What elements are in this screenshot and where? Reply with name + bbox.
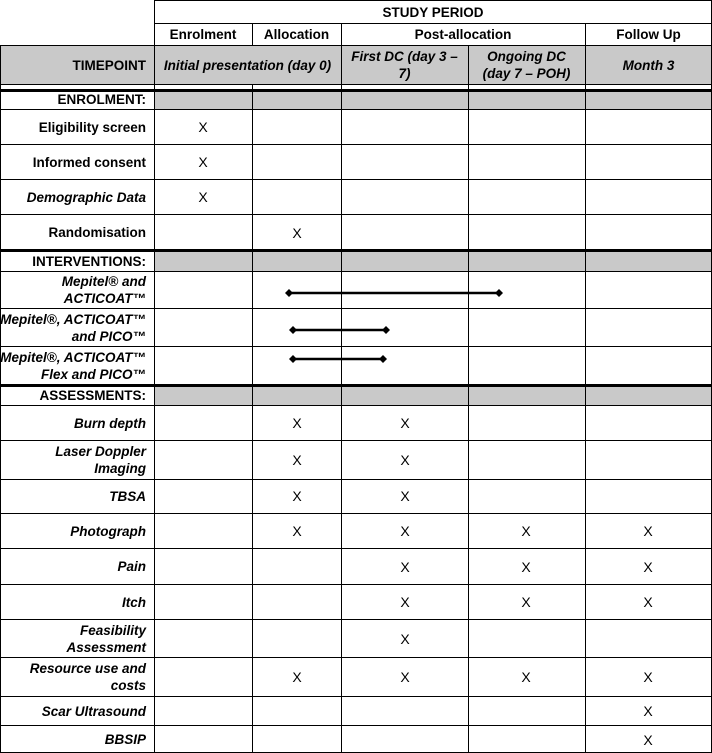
timepoint-first-dc-line2: 7) <box>398 66 411 81</box>
section-enrolment: ENROLMENT: <box>57 92 146 107</box>
row-tbsa: TBSA <box>109 489 146 504</box>
mark-photo-allocation: X <box>292 523 302 539</box>
mark-resource-first-dc: X <box>400 669 410 685</box>
section-interventions: INTERVENTIONS: <box>32 253 146 269</box>
mark-itch-ongoing: X <box>521 594 531 610</box>
phase-follow-up: Follow Up <box>616 27 681 42</box>
row-intervention-2-line1: Mepitel®, ACTICOAT™ <box>0 311 146 327</box>
section-assessments: ASSESSMENTS: <box>39 388 146 403</box>
mark-bbsip-month3: X <box>643 732 653 748</box>
row-burn-depth-label: Burn depth <box>74 415 146 431</box>
intervention-bar-2 <box>289 326 390 334</box>
mark-eligibility-enrolment: X <box>198 119 208 135</box>
timepoint-month3: Month 3 <box>622 57 675 73</box>
timepoint-label: TIMEPOINT <box>72 57 146 73</box>
intervention-bar-1 <box>285 289 503 297</box>
row-resource-use-line1: Resource use and <box>29 661 146 676</box>
row-scar-ultrasound: Scar Ultrasound <box>41 703 146 719</box>
mark-resource-allocation: X <box>292 669 302 685</box>
row-randomisation: Randomisation <box>48 224 146 240</box>
row-demographic-data: Demographic Data <box>26 189 146 205</box>
row-photograph: Photograph <box>70 523 146 539</box>
mark-feasibility-first-dc: X <box>400 631 410 647</box>
intervention-bar-3 <box>289 355 387 363</box>
mark-burn-depth-first-dc: X <box>400 415 410 431</box>
row-intervention-3-line2: Flex and PICO™ <box>40 366 146 382</box>
mark-tbsa-allocation: X <box>292 488 302 504</box>
timepoint-ongoing-dc-line2: (day 7 – POH) <box>482 66 571 81</box>
study-period-header: STUDY PERIOD <box>382 4 484 20</box>
mark-pain-ongoing: X <box>521 559 531 575</box>
mark-photo-month3: X <box>643 523 653 539</box>
timepoint-ongoing-dc-line1: Ongoing DC <box>487 49 566 64</box>
mark-burn-depth-allocation: X <box>292 415 302 431</box>
mark-laser-allocation: X <box>292 452 302 468</box>
phase-post-allocation: Post-allocation <box>414 27 512 42</box>
row-laser-doppler-line2: Imaging <box>94 461 146 476</box>
mark-demographic-enrolment: X <box>198 189 208 205</box>
mark-photo-ongoing: X <box>521 523 531 539</box>
mark-itch-month3: X <box>643 594 653 610</box>
mark-resource-ongoing: X <box>521 669 531 685</box>
mark-tbsa-first-dc: X <box>400 488 410 504</box>
timepoint-initial: Initial presentation (day 0) <box>163 57 332 73</box>
row-intervention-1-line2: ACTICOAT™ <box>63 291 146 306</box>
row-itch: Itch <box>121 594 146 610</box>
phase-allocation: Allocation <box>263 27 330 42</box>
mark-laser-first-dc: X <box>400 452 410 468</box>
row-laser-doppler-line1: Laser Doppler <box>55 444 146 459</box>
mark-consent-enrolment: X <box>198 154 208 170</box>
row-informed-consent: Informed consent <box>32 154 146 170</box>
row-bbsip: BBSIP <box>104 731 146 747</box>
row-pain: Pain <box>117 559 146 574</box>
mark-randomisation-allocation: X <box>292 225 302 241</box>
row-intervention-2-line2: and PICO™ <box>71 328 146 344</box>
mark-pain-first-dc: X <box>400 559 410 575</box>
mark-itch-first-dc: X <box>400 594 410 610</box>
row-feasibility-line1: Feasibility <box>79 622 146 638</box>
row-intervention-1-line1: Mepitel® and <box>61 274 146 289</box>
mark-resource-month3: X <box>643 669 653 685</box>
timepoint-first-dc-line1: First DC (day 3 – <box>351 49 458 64</box>
phase-enrolment: Enrolment <box>169 27 237 42</box>
mark-scar-month3: X <box>643 703 653 719</box>
row-eligibility-screen: Eligibility screen <box>38 119 146 135</box>
mark-pain-month3: X <box>643 559 653 575</box>
row-feasibility-line2: Assessment <box>66 639 146 655</box>
row-resource-use-line2: costs <box>110 678 146 693</box>
mark-photo-first-dc: X <box>400 523 410 539</box>
row-intervention-3-line1: Mepitel®, ACTICOAT™ <box>0 349 146 365</box>
